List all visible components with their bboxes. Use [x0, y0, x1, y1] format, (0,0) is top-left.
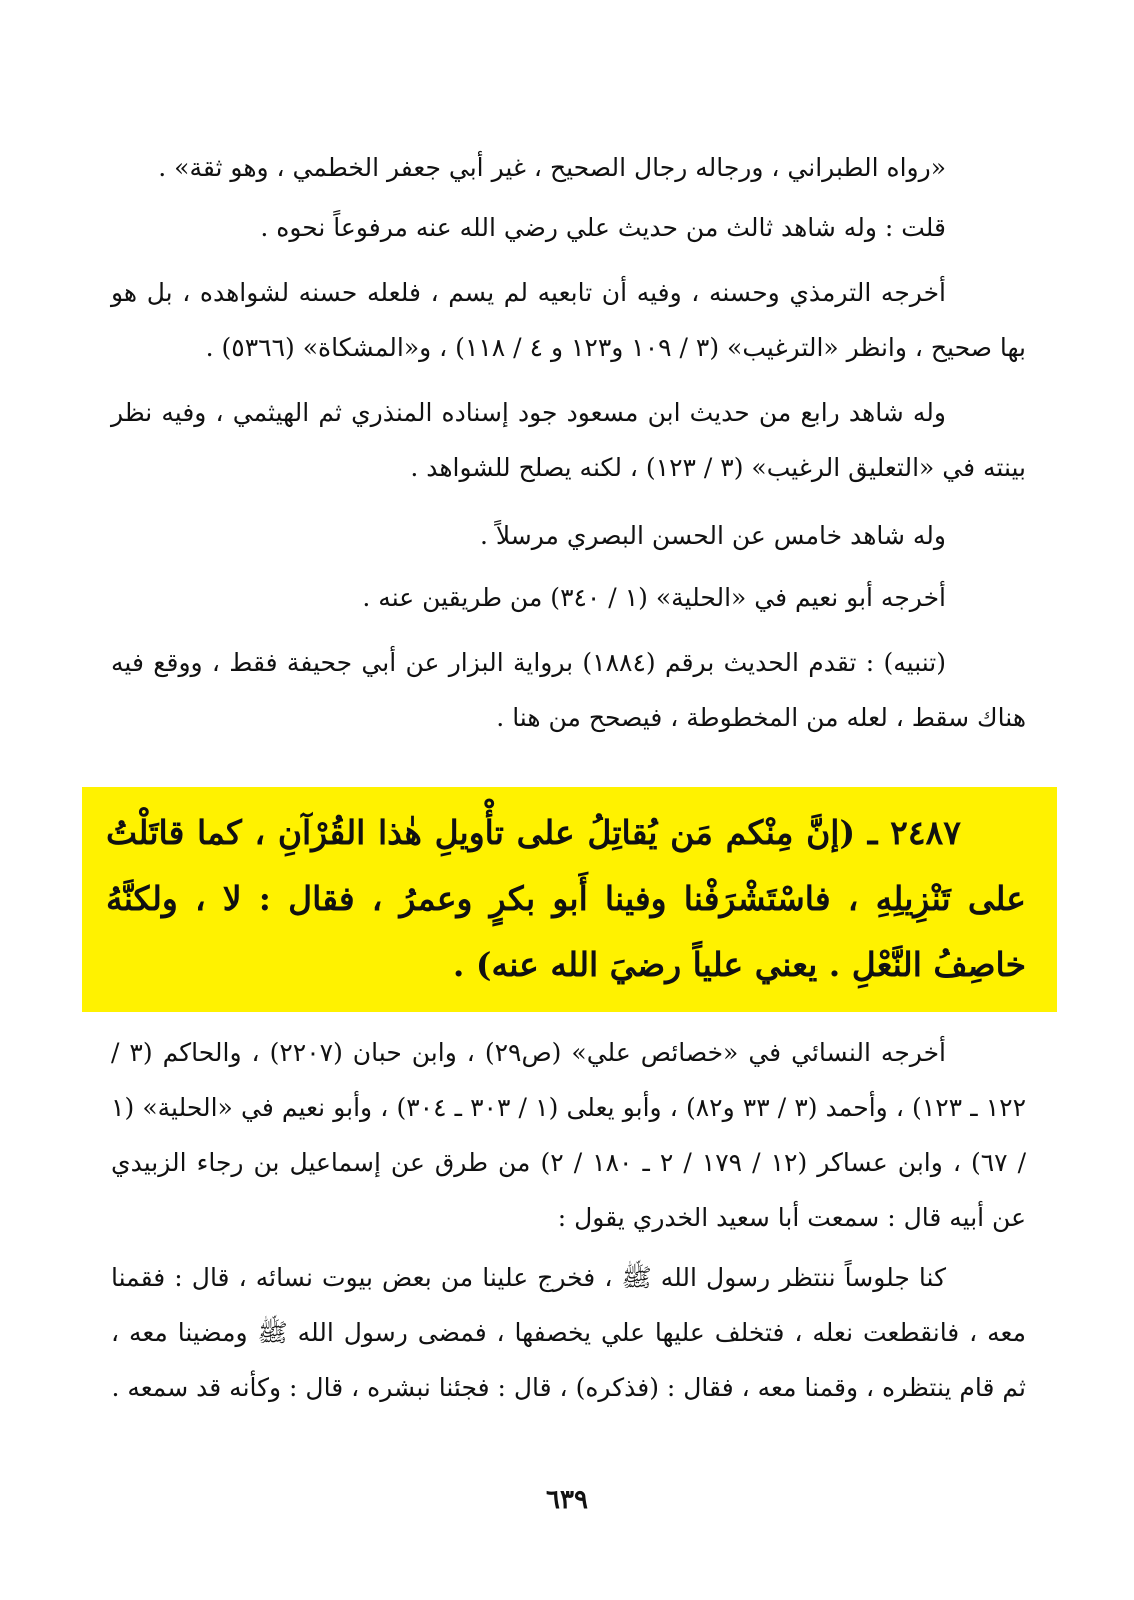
paragraph-quote-tabarani: «رواه الطبراني ، ورجاله رجال الصحيح ، غير أبي جعفر الخطمي ، وهو ثقة» .: [158, 153, 946, 182]
paragraph-tirmidhi: أخرجه الترمذي وحسنه ، وفيه أن تابعيه لم يسم ، فلعله حسنه لشواهده ، بل هو بها صحيح ، وانظر «الترغيب» (٣ / ١٠٩ و١٢٣ و ٤ / ١١٨) ، و«المشكاة» (٥٣٦٦) .: [111, 278, 1026, 362]
paragraph-nasai-takhrij: أخرجه النسائي في «خصائص علي» (ص٢٩) ، وابن حبان (٢٢٠٧) ، والحاكم (٣ / ١٢٢ ـ ١٢٣) ، وأحمد (٣ / ٣٣ و٨٢) ، وأبو يعلى (١ / ٣٠٣ ـ ٣٠٤) ، وأبو نعيم في «الحلية» (١ / ٦٧) ، وابن عساكر (١٢ / ١٧٩ / ٢ ـ ١٨٠ / ٢) من طرق عن إسماعيل بن رجاء الزبيدي عن أبيه قال : سمعت أبا سعيد الخدري يقول :: [111, 1038, 1027, 1232]
paragraph-narration-abu-said: كنا جلوساً ننتظر رسول الله ﷺ ، فخرج علينا من بعض بيوت نسائه ، قال : فقمنا معه ، فانقطعت نعله ، فتخلف عليها علي يخصفها ، فمضى رسول الله ﷺ ومضينا معه ، ثم قام ينتظره ، وقمنا معه ، فقال : (فذكره) ، قال : فجئنا نبشره ، قال : وكأنه قد سمعه .: [111, 1263, 1026, 1402]
paragraph-third-witness: قلت : وله شاهد ثالث من حديث علي رضي الله عنه مرفوعاً نحوه .: [260, 213, 946, 242]
paragraph-fourth-witness: وله شاهد رابع من حديث ابن مسعود جود إسناده المنذري ثم الهيثمي ، وفيه نظر بينته في «التعليق الرغيب» (٣ / ١٢٣) ، لكنه يصلح للشواهد .: [111, 398, 1026, 482]
hadith-text-2487: ٢٤٨٧ ـ (إنَّ مِنْكم مَن يُقاتِلُ على تأْويلِ هٰذا القُرْآنِ ، كما قاتَلْتُ على تَنْزِيلِهِ ، فاسْتَشْرَفْنا وفينا أَبو بكرٍ وعمرُ ، فقال : لا ، ولكنَّهُ خاصِفُ النَّعْلِ . يعني علياً رضيَ الله عنه) .: [106, 813, 1026, 984]
page-number: ٦٣٩: [546, 1485, 588, 1515]
paragraph-fifth-witness: وله شاهد خامس عن الحسن البصري مرسلاً .: [479, 521, 946, 550]
paragraph-abu-nuaym: أخرجه أبو نعيم في «الحلية» (١ / ٣٤٠) من طريقين عنه .: [362, 583, 946, 612]
paragraph-note-tanbih: (تنبيه) : تقدم الحديث برقم (١٨٨٤) برواية البزار عن أبي جحيفة فقط ، ووقع فيه هناك سقط ، لعله من المخطوطة ، فيصحح من هنا .: [111, 648, 1026, 732]
